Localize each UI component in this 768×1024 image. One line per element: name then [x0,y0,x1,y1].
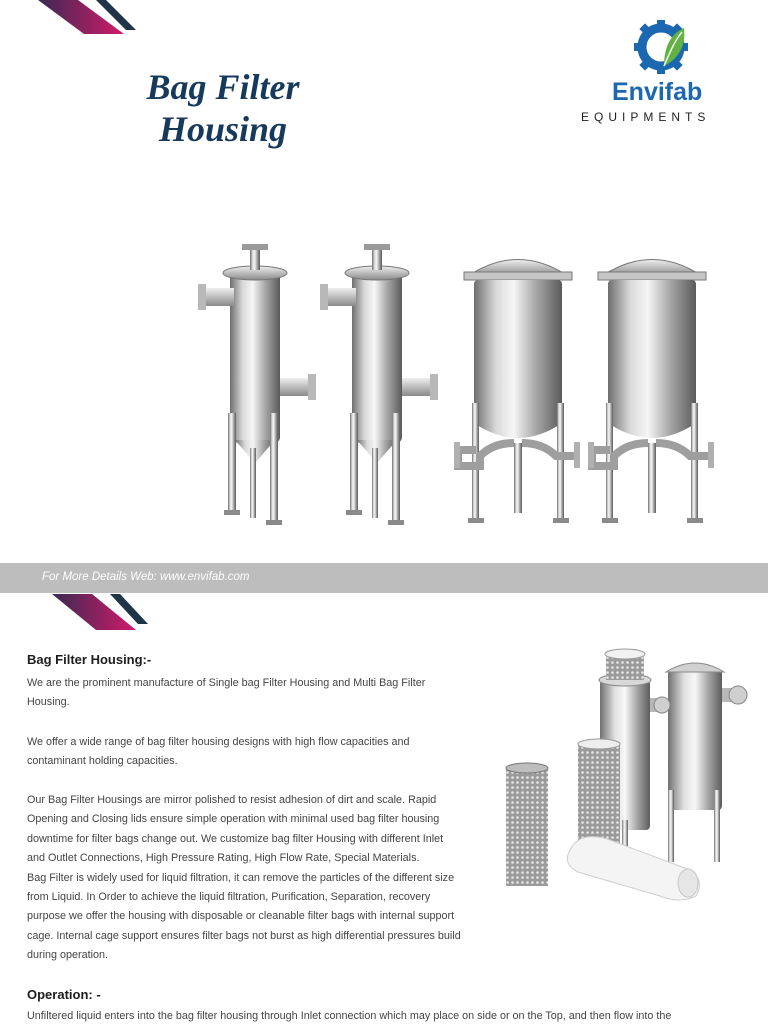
logo-subtitle: EQUIPMENTS [581,110,711,124]
gear-leaf-icon [634,18,690,76]
web-link-text[interactable]: For More Details Web: www.envifab.com [42,571,250,583]
bag-filter-housings-image [190,228,730,538]
paragraph-1-line: We are the prominent manufacture of Single bag Filter Housing and Multi Bag Filter [27,677,426,689]
footer-web-bar [0,563,768,593]
paragraph-1 [27,674,497,713]
paragraph-3-line: from Liquid. In Order to achieve the liquid filtration, Purification, Separation, recovery [27,891,431,904]
page-title [108,66,338,150]
paragraph-2-line: We offer a wide range of bag filter housing designs with high flow capacities and [27,736,410,748]
bag-filter-components-image [500,640,762,908]
operation-paragraph: Unfiltered liquid enters into the bag filter housing through Inlet connection which may place on side or on the Top, and then flow into the [27,1010,672,1022]
title-line-2: Housing [158,109,288,149]
paragraph-2-line: contaminant holding capacities. [27,755,178,768]
paragraph-3-line: during operation. [27,949,109,962]
paragraph-3 [27,791,497,966]
logo-name: Envifab [612,78,703,106]
paragraph-3-line: Opening and Closing lids ensure simple operation with minimal used bag filter housing [27,813,440,826]
envifab-logo [578,18,753,128]
bag-filter-heading: Bag Filter Housing:- [27,652,152,667]
paragraph-3-line: Our Bag Filter Housings are mirror polished to resist adhesion of dirt and scale. Rapid [27,794,437,806]
paragraph-2 [27,733,497,772]
paragraph-3-line: cage. Internal cage support ensures filter bags not burst as high differential pressures build [27,929,461,942]
paragraph-3-line: and Outlet Connections, High Pressure Rating, High Flow Rate, Special Materials. [27,852,420,865]
operation-heading: Operation: - [27,987,101,1002]
corner-stripes-decoration [38,0,138,34]
corner-stripes-decoration-2 [52,594,152,630]
title-line-1: Bag Filter [146,67,300,107]
paragraph-3-line: Bag Filter is widely used for liquid filtration, it can remove the particles of the different size [27,871,455,884]
paragraph-3-line: purpose we offer the housing with disposable or cleanable filter bags with internal support [27,910,455,923]
paragraph-1-line: Housing. [27,696,70,709]
paragraph-3-line: downtime for filter bags change out. We customize bag filter Housing with different Inlet [27,832,444,845]
